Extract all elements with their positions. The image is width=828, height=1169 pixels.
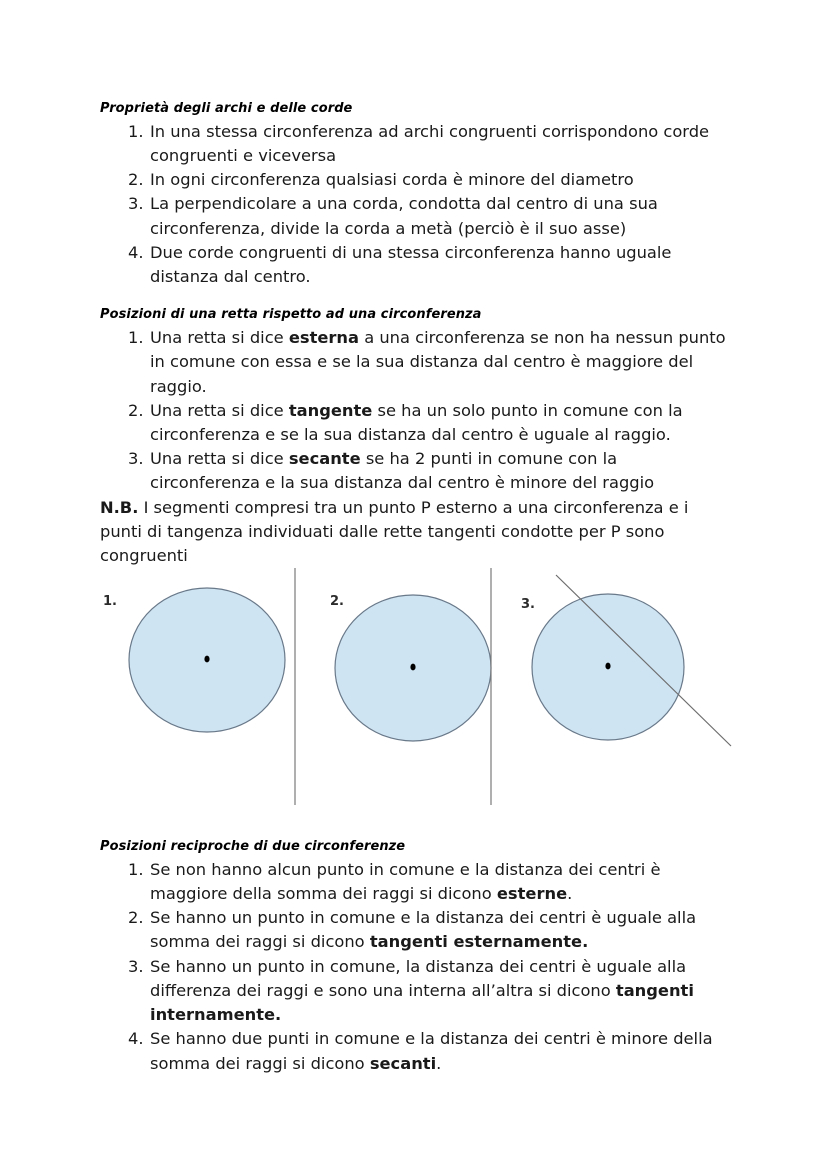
list-item-text: In ogni circonferenza qualsiasi corda è minore del diametro: [150, 170, 634, 190]
list-item-text: Se hanno un punto in comune, la distanza dei centri è uguale alla differenza dei raggi e sono una interna all’altra si dicono tangenti internamente.: [150, 956, 694, 1025]
list-marker: 2.: [128, 400, 144, 420]
list-item: [100, 906, 728, 954]
center-dot-1: [204, 656, 209, 663]
list-marker: 1.: [128, 121, 144, 141]
list-item-text: Se non hanno alcun punto in comune e la distanza dei centri è maggiore della somma dei raggi si dicono esterne.: [150, 859, 661, 904]
list-marker: 1.: [128, 859, 144, 879]
list-item: [100, 326, 728, 399]
section-proprieta-archi-corde: [100, 100, 728, 289]
list-item-text: Una retta si dice esterna a una circonferenza se non ha nessun punto in comune con essa e se la sua distanza dal centro è maggiore del raggio.: [150, 328, 726, 396]
list-marker: 3.: [128, 956, 144, 976]
list-item-text: In una stessa circonferenza ad archi congruenti corrispondono corde congruenti e viceversa: [150, 121, 710, 166]
section-posizioni-due-circonferenze: [100, 838, 728, 1076]
list-item: [100, 858, 728, 906]
center-dot-3: [605, 663, 610, 670]
figure-panel-2-label: 2.: [330, 594, 344, 609]
list-marker: 2.: [128, 908, 144, 928]
list-item: [100, 955, 728, 1028]
list-posizioni-retta: [100, 326, 728, 495]
section-spacer: [100, 289, 728, 306]
figure-circle-line-positions: [0, 560, 828, 820]
list-item-text: La perpendicolare a una corda, condotta dal centro di una sua circonferenza, divide la corda a metà (perciò è il suo asse): [150, 194, 658, 238]
list-proprieta-archi-corde: [100, 120, 728, 289]
list-item-text: Una retta si dice secante se ha 2 punti in comune con la circonferenza e la sua distanza dal centro è minore del raggio: [150, 449, 655, 493]
list-item: [100, 1027, 728, 1075]
list-item-text: Se hanno un punto in comune e la distanza dei centri è uguale alla somma dei raggi si dicono tangenti esternamente.: [150, 908, 697, 952]
list-item: [100, 120, 728, 168]
list-item: [100, 168, 728, 192]
list-item: [100, 447, 728, 495]
list-marker: 3.: [128, 449, 144, 469]
center-dot-2: [410, 664, 415, 671]
list-marker: 3.: [128, 194, 144, 214]
list-posizioni-circonferenze: [100, 858, 728, 1076]
section-heading: Proprietà degli archi e delle corde: [100, 100, 353, 116]
figure-panel-1-label: 1.: [103, 594, 117, 609]
list-item-text: Una retta si dice tangente se ha un solo punto in comune con la circonferenza e se la sua distanza dal centro è uguale al raggio.: [150, 400, 683, 444]
list-marker: 4.: [128, 242, 144, 262]
list-marker: 4.: [128, 1029, 144, 1049]
list-marker: 1.: [128, 328, 144, 348]
section-heading: Posizioni di una retta rispetto ad una circonferenza: [100, 306, 482, 323]
section-posizioni-retta-circonferenza: [100, 306, 728, 568]
list-item: [100, 192, 728, 240]
document-content: [100, 100, 728, 568]
list-item: [100, 399, 728, 447]
list-item-text: Se hanno due punti in comune e la distanza dei centri è minore della somma dei raggi si dicono secanti.: [150, 1029, 713, 1073]
note-paragraph: N.B. I segmenti compresi tra un punto P esterno a una circonferenza e i punti di tangenza individuati dalle rette tangenti condotte per P sono congruenti: [100, 497, 689, 565]
figure-panel-3-label: 3.: [521, 597, 535, 612]
figure-svg: [0, 560, 828, 820]
list-item: [100, 241, 728, 289]
section-heading: Posizioni reciproche di due circonferenze: [100, 838, 406, 854]
list-marker: 2.: [128, 170, 144, 190]
list-item-text: Due corde congruenti di una stessa circonferenza hanno uguale distanza dal centro.: [150, 242, 672, 287]
